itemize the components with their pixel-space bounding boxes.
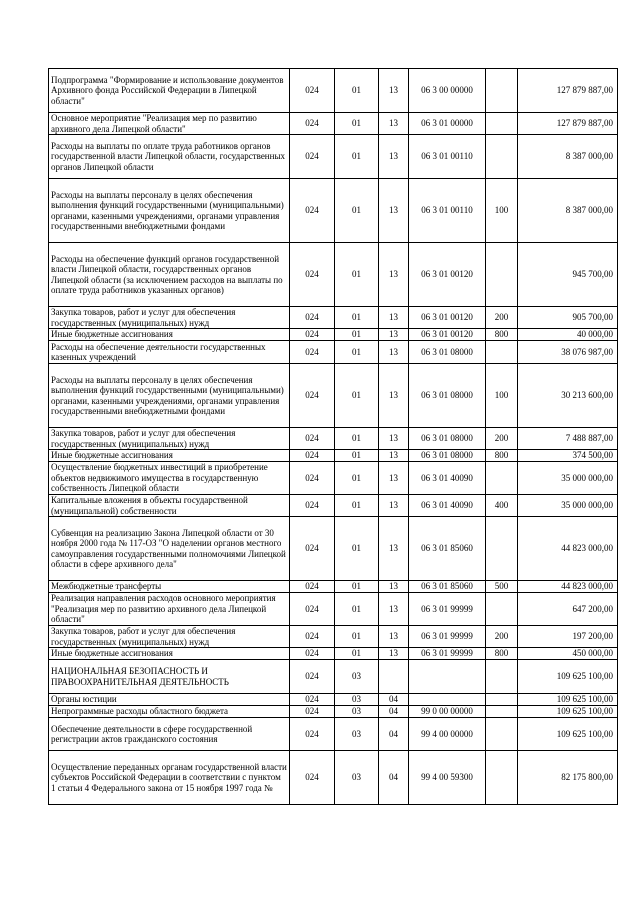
cell-ved: 024 [290, 113, 335, 135]
cell-csr: 06 3 01 00120 [409, 329, 486, 341]
cell-csr: 06 3 01 00120 [409, 243, 486, 307]
cell-pr: 13 [379, 626, 409, 648]
cell-name: Расходы на обеспечение функций органов государственной власти Липецкой области, государственных органов Липецкой области (за исключением расходов на выплаты по оплате труда работников указанных органов) [49, 243, 290, 307]
cell-rz: 01 [335, 593, 379, 626]
cell-ved: 024 [290, 428, 335, 450]
cell-ved: 024 [290, 135, 335, 179]
cell-pr: 13 [379, 329, 409, 341]
cell-rz: 01 [335, 341, 379, 364]
table-row [49, 718, 618, 751]
cell-sum: 945 700,00 [518, 243, 618, 307]
table-row [49, 694, 618, 706]
cell-rz: 01 [335, 135, 379, 179]
cell-ved: 024 [290, 462, 335, 495]
cell-ved: 024 [290, 329, 335, 341]
cell-sum: 109 625 100,00 [518, 718, 618, 751]
cell-vr [486, 69, 518, 113]
table-row [49, 462, 618, 495]
cell-vr [486, 462, 518, 495]
table-row [49, 364, 618, 428]
cell-ved: 024 [290, 495, 335, 517]
cell-ved: 024 [290, 179, 335, 243]
cell-vr [486, 694, 518, 706]
cell-sum: 8 387 000,00 [518, 135, 618, 179]
cell-ved: 024 [290, 718, 335, 751]
table-row [49, 450, 618, 462]
cell-pr: 13 [379, 593, 409, 626]
cell-rz: 01 [335, 581, 379, 593]
cell-csr: 06 3 01 00110 [409, 135, 486, 179]
cell-csr: 06 3 01 00110 [409, 179, 486, 243]
cell-csr: 06 3 01 08000 [409, 364, 486, 428]
cell-name: Иные бюджетные ассигнования [49, 450, 290, 462]
cell-rz: 01 [335, 517, 379, 581]
cell-sum: 7 488 887,00 [518, 428, 618, 450]
cell-ved: 024 [290, 660, 335, 694]
cell-rz: 01 [335, 364, 379, 428]
cell-csr: 06 3 01 08000 [409, 450, 486, 462]
cell-vr [486, 751, 518, 805]
cell-sum: 647 200,00 [518, 593, 618, 626]
cell-rz: 01 [335, 626, 379, 648]
cell-rz: 03 [335, 706, 379, 718]
cell-sum: 38 076 987,00 [518, 341, 618, 364]
table-row [49, 135, 618, 179]
cell-sum: 35 000 000,00 [518, 462, 618, 495]
cell-vr: 100 [486, 364, 518, 428]
cell-csr: 06 3 01 00120 [409, 307, 486, 329]
cell-ved: 024 [290, 517, 335, 581]
cell-csr: 06 3 01 99999 [409, 626, 486, 648]
cell-pr: 04 [379, 694, 409, 706]
cell-sum: 127 879 887,00 [518, 113, 618, 135]
cell-ved: 024 [290, 243, 335, 307]
cell-pr: 13 [379, 113, 409, 135]
cell-rz: 01 [335, 69, 379, 113]
cell-ved: 024 [290, 706, 335, 718]
table-row [49, 581, 618, 593]
cell-rz: 03 [335, 718, 379, 751]
cell-rz: 01 [335, 648, 379, 660]
cell-vr: 800 [486, 329, 518, 341]
cell-csr: 06 3 01 99999 [409, 648, 486, 660]
cell-rz: 03 [335, 694, 379, 706]
cell-csr: 99 4 00 00000 [409, 718, 486, 751]
cell-vr: 100 [486, 179, 518, 243]
table-row [49, 329, 618, 341]
cell-rz: 01 [335, 462, 379, 495]
cell-name: Непрограммные расходы областного бюджета [49, 706, 290, 718]
cell-ved: 024 [290, 307, 335, 329]
cell-sum: 905 700,00 [518, 307, 618, 329]
cell-csr: 06 3 01 85060 [409, 581, 486, 593]
cell-vr [486, 517, 518, 581]
cell-vr [486, 341, 518, 364]
cell-vr: 800 [486, 648, 518, 660]
cell-name: Расходы на выплаты по оплате труда работников органов государственной власти Липецкой области, государственных органов Липецкой области [49, 135, 290, 179]
cell-ved: 024 [290, 69, 335, 113]
cell-name: Межбюджетные трансферты [49, 581, 290, 593]
cell-vr [486, 243, 518, 307]
cell-vr [486, 660, 518, 694]
table-row [49, 517, 618, 581]
budget-table [48, 68, 618, 805]
cell-pr: 13 [379, 517, 409, 581]
cell-sum: 44 823 000,00 [518, 517, 618, 581]
cell-csr: 06 3 01 85060 [409, 517, 486, 581]
cell-sum: 197 200,00 [518, 626, 618, 648]
cell-name: Расходы на выплаты персоналу в целях обеспечения выполнения функций государственными (муниципальными) органами, казенными учреждениями, органами управления государственными внебюджетными фондами [49, 364, 290, 428]
cell-csr: 06 3 01 00000 [409, 113, 486, 135]
cell-ved: 024 [290, 626, 335, 648]
cell-sum: 40 000,00 [518, 329, 618, 341]
cell-name: Расходы на обеспечение деятельности государственных казенных учреждений [49, 341, 290, 364]
cell-sum: 109 625 100,00 [518, 706, 618, 718]
table-row [49, 660, 618, 694]
cell-csr: 06 3 01 99999 [409, 593, 486, 626]
cell-csr: 06 3 00 00000 [409, 69, 486, 113]
table-row [49, 706, 618, 718]
cell-rz: 01 [335, 243, 379, 307]
cell-vr [486, 718, 518, 751]
cell-name: Расходы на выплаты персоналу в целях обеспечения выполнения функций государственными (муниципальными) органами, казенными учреждениями, органами управления государственными внебюджетными фондами [49, 179, 290, 243]
cell-rz: 01 [335, 179, 379, 243]
cell-name: Закупка товаров, работ и услуг для обеспечения государственных (муниципальных) нужд [49, 626, 290, 648]
table-row [49, 593, 618, 626]
cell-rz: 01 [335, 428, 379, 450]
table-row [49, 243, 618, 307]
cell-pr: 13 [379, 648, 409, 660]
cell-vr: 500 [486, 581, 518, 593]
table-body [49, 69, 618, 805]
cell-pr: 13 [379, 135, 409, 179]
cell-pr: 04 [379, 706, 409, 718]
cell-pr: 13 [379, 581, 409, 593]
cell-ved: 024 [290, 581, 335, 593]
cell-name: Субвенция на реализацию Закона Липецкой области от 30 ноября 2000 года № 117-ОЗ "О наделении органов местного самоуправления государственными полномочиями Липецкой области в сфере архивного дела" [49, 517, 290, 581]
cell-name: Иные бюджетные ассигнования [49, 648, 290, 660]
cell-csr: 06 3 01 40090 [409, 495, 486, 517]
table-row [49, 495, 618, 517]
cell-vr [486, 593, 518, 626]
cell-ved: 024 [290, 450, 335, 462]
cell-sum: 109 625 100,00 [518, 660, 618, 694]
cell-rz: 01 [335, 307, 379, 329]
cell-ved: 024 [290, 694, 335, 706]
cell-rz: 03 [335, 751, 379, 805]
table-row [49, 179, 618, 243]
cell-sum: 127 879 887,00 [518, 69, 618, 113]
cell-pr: 04 [379, 751, 409, 805]
cell-rz: 01 [335, 495, 379, 517]
cell-ved: 024 [290, 364, 335, 428]
cell-pr: 13 [379, 341, 409, 364]
cell-pr: 13 [379, 69, 409, 113]
cell-sum: 109 625 100,00 [518, 694, 618, 706]
cell-csr [409, 660, 486, 694]
cell-name: Закупка товаров, работ и услуг для обеспечения государственных (муниципальных) нужд [49, 428, 290, 450]
cell-name: Подпрограмма "Формирование и использование документов Архивного фонда Российской Федерации в Липецкой области" [49, 69, 290, 113]
table-row [49, 69, 618, 113]
cell-name: Осуществление бюджетных инвестиций в приобретение объектов недвижимого имущества в государственную собственность Липецкой области [49, 462, 290, 495]
cell-rz: 01 [335, 450, 379, 462]
cell-vr [486, 113, 518, 135]
cell-ved: 024 [290, 593, 335, 626]
cell-name: Органы юстиции [49, 694, 290, 706]
cell-csr: 06 3 01 08000 [409, 428, 486, 450]
cell-name: НАЦИОНАЛЬНАЯ БЕЗОПАСНОСТЬ И ПРАВООХРАНИТЕЛЬНАЯ ДЕЯТЕЛЬНОСТЬ [49, 660, 290, 694]
cell-name: Обеспечение деятельности в сфере государственной регистрации актов гражданского состояния [49, 718, 290, 751]
cell-name: Закупка товаров, работ и услуг для обеспечения государственных (муниципальных) нужд [49, 307, 290, 329]
cell-pr: 13 [379, 307, 409, 329]
cell-ved: 024 [290, 341, 335, 364]
table-row [49, 648, 618, 660]
table-row [49, 751, 618, 805]
cell-pr: 13 [379, 462, 409, 495]
cell-sum: 35 000 000,00 [518, 495, 618, 517]
cell-pr: 13 [379, 243, 409, 307]
table-row [49, 341, 618, 364]
cell-vr [486, 706, 518, 718]
cell-sum: 8 387 000,00 [518, 179, 618, 243]
cell-pr: 13 [379, 428, 409, 450]
cell-csr: 06 3 01 40090 [409, 462, 486, 495]
table-row [49, 626, 618, 648]
cell-name: Иные бюджетные ассигнования [49, 329, 290, 341]
cell-sum: 450 000,00 [518, 648, 618, 660]
cell-pr: 13 [379, 450, 409, 462]
cell-rz: 01 [335, 113, 379, 135]
cell-pr: 13 [379, 495, 409, 517]
cell-vr: 800 [486, 450, 518, 462]
cell-sum: 44 823 000,00 [518, 581, 618, 593]
cell-vr: 200 [486, 428, 518, 450]
cell-vr [486, 135, 518, 179]
cell-name: Реализация направления расходов основного мероприятия "Реализация мер по развитию архивного дела Липецкой области" [49, 593, 290, 626]
cell-sum: 30 213 600,00 [518, 364, 618, 428]
cell-vr: 400 [486, 495, 518, 517]
table-row [49, 307, 618, 329]
cell-rz: 03 [335, 660, 379, 694]
cell-ved: 024 [290, 751, 335, 805]
cell-csr: 99 4 00 59300 [409, 751, 486, 805]
table-row [49, 113, 618, 135]
cell-csr: 06 3 01 08000 [409, 341, 486, 364]
cell-pr: 13 [379, 364, 409, 428]
cell-ved: 024 [290, 648, 335, 660]
cell-pr: 04 [379, 718, 409, 751]
cell-name: Основное мероприятие "Реализация мер по развитию архивного дела Липецкой области" [49, 113, 290, 135]
cell-pr: 13 [379, 179, 409, 243]
cell-vr: 200 [486, 626, 518, 648]
cell-sum: 374 500,00 [518, 450, 618, 462]
cell-csr [409, 694, 486, 706]
cell-csr: 99 0 00 00000 [409, 706, 486, 718]
cell-rz: 01 [335, 329, 379, 341]
cell-name: Капитальные вложения в объекты государственной (муниципальной) собственности [49, 495, 290, 517]
cell-pr [379, 660, 409, 694]
table-row [49, 428, 618, 450]
cell-vr: 200 [486, 307, 518, 329]
cell-name: Осуществление переданных органам государственной власти субъектов Российской Федерации в соответствии с пунктом 1 статьи 4 Федерального закона от 15 ноября 1997 года № [49, 751, 290, 805]
cell-sum: 82 175 800,00 [518, 751, 618, 805]
